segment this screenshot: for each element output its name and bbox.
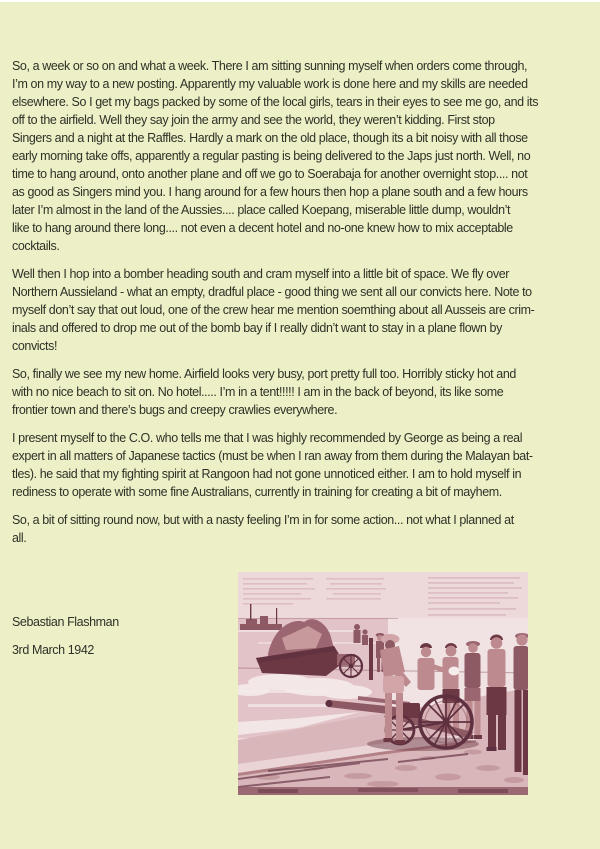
soldier (514, 633, 529, 775)
letter-line: Well then I hop into a bomber heading south and cram myself into a little bit of space. We fly over (12, 267, 510, 281)
letter-line: I’m on my way to a new posting. Apparently my valuable work is done here and my skills are needed (12, 77, 528, 91)
letter-line: frontier town and there’s bugs and creepy crawlies everywhere. (12, 403, 338, 417)
letter-paragraph (12, 57, 594, 255)
letter-line: myself don’t say that out loud, one of the crew hear me mention soemthing about all Ausseis are crim- (12, 303, 535, 317)
letter-line: cocktails. (12, 239, 60, 253)
letter-line: Singers and a night at the Raffles. Hardly a mark on the old place, though its a bit noisy with all those (12, 131, 528, 145)
letter-line: expert in all matters of Japanese tactics (must be when I ran away from them during the Malayan bat- (12, 449, 533, 463)
letter-line: like to hang around there long.... not even a decent hotel and no-one knew how to mix acceptable (12, 221, 513, 235)
letter-line: later I’m almost in the land of the Aussies.... place called Koepang, miserable little dump, wouldn’t (12, 203, 511, 217)
letter-line: rediness to operate with some fine Australians, currently in training for creating a bit of mayhem. (12, 485, 502, 499)
letter-paragraph (12, 429, 594, 501)
letter-paragraph (12, 511, 594, 547)
letter-line: So, a week or so on and what a week. There I am sitting sunning myself when orders come through, (12, 59, 528, 73)
signature-name: Sebastian Flashman (12, 615, 119, 629)
letter-line: as good as Singers mind you. I hang around for a few hours then hop a plane south and a few hours (12, 185, 528, 199)
letter-line: off to the airfield. Well they say join the army and see the world, they weren’t kidding. First stop (12, 113, 495, 127)
photo-bottom-band (238, 787, 528, 795)
letter-line: time to hang around, onto another plane and off we go to Soerabaja for another overnight stop.... not (12, 167, 528, 181)
letter-line: early morning take offs, apparently a regular pasting is being delivered to the Japs just north. Well, no (12, 149, 531, 163)
letter-paragraph (12, 265, 594, 355)
gun-wheel-large (420, 696, 472, 748)
signature-block (12, 613, 119, 659)
letter-line: Northern Aussieland - what an empty, dradful place - good thing we sent all our convicts here. Note to (12, 285, 532, 299)
letter-paragraph (12, 365, 594, 419)
letter-line: inals and offered to drop me out of the bomb bay if I really didn’t want to stay in a plane flown by (12, 321, 502, 335)
letter-line: elsewhere. So I get my bags packed by some of the local girls, tears in their eyes to see me go, and its (12, 95, 539, 109)
letter-line: with no nice beach to sit on. No hotel..... I’m in a tent!!!!! I am in the back of beyond, its like some (12, 385, 504, 399)
war-photo (238, 572, 528, 795)
letter-line: I present myself to the C.O. who tells me that I was highly recommended by George as being a real (12, 431, 523, 445)
letter-line: all. (12, 531, 27, 545)
letter-line: So, finally we see my new home. Airfield looks very busy, port pretty full too. Horribly sticky hot and (12, 367, 516, 381)
letter-body (12, 57, 594, 547)
signature-date: 3rd March 1942 (12, 643, 94, 657)
letter-line: convicts! (12, 339, 58, 353)
letter-line: tles). he said that my fighting spirit at Rangoon had not gone unnoticed either. I am to hold myself in (12, 467, 522, 481)
letter-line: So, a bit of sitting round now, but with a nasty feeling I’m in for some action... not what I planned at (12, 513, 514, 527)
page-top-edge (0, 0, 600, 2)
